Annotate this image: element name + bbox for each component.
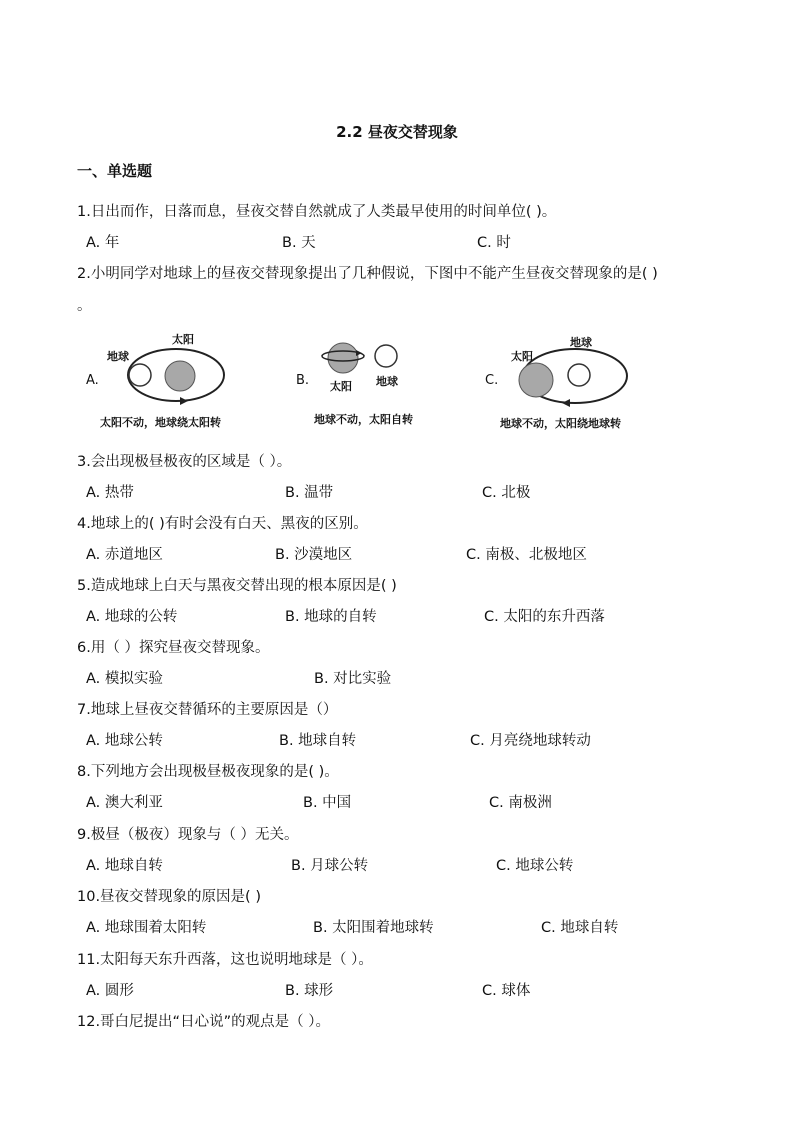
- question-9-option-a[interactable]: A. 地球自转: [86, 858, 163, 874]
- question-8-option-b[interactable]: B. 中国: [303, 795, 352, 811]
- question-6-option-a[interactable]: A. 模拟实验: [86, 671, 163, 687]
- question-7-option-b[interactable]: B. 地球自转: [279, 733, 357, 749]
- question-3-option-b[interactable]: B. 温带: [285, 485, 334, 501]
- question-1-option-a[interactable]: A. 年: [86, 235, 120, 251]
- question-6-option-b[interactable]: B. 对比实验: [314, 671, 392, 687]
- question-8-option-c[interactable]: C. 南极洲: [489, 795, 552, 811]
- question-7-stem: 7.地球上昼夜交替循环的主要原因是（）: [77, 702, 338, 718]
- question-1-stem: 1.日出而作，日落而息，昼夜交替自然就成了人类最早使用的时间单位( )。: [77, 204, 557, 220]
- figure-b-caption: 地球不动，太阳自转: [314, 413, 413, 426]
- question-5-option-b[interactable]: B. 地球的自转: [285, 609, 377, 625]
- question-11-stem: 11.太阳每天东升西落，这也说明地球是（ ）。: [77, 952, 373, 968]
- question-7-option-c[interactable]: C. 月亮绕地球转动: [470, 733, 591, 749]
- question-5-stem: 5.造成地球上白天与黑夜交替出现的根本原因是( ): [77, 578, 397, 594]
- section-heading: 一、单选题: [77, 162, 153, 180]
- question-7-option-a[interactable]: A. 地球公转: [86, 733, 163, 749]
- question-12-stem: 12.哥白尼提出“日心说”的观点是（ ）。: [77, 1014, 330, 1030]
- question-11-option-b[interactable]: B. 球形: [285, 983, 334, 999]
- page-title: 2.2 昼夜交替现象: [336, 123, 458, 141]
- figure-b-earth-label: 地球: [376, 375, 398, 388]
- figure-c-letter[interactable]: C.: [485, 373, 499, 388]
- question-3-stem: 3.会出现极昼极夜的区域是（ ）。: [77, 454, 292, 470]
- figure-a-earth-label: 地球: [107, 350, 129, 363]
- question-6-stem: 6.用（ ）探究昼夜交替现象。: [77, 640, 270, 656]
- question-11-option-a[interactable]: A. 圆形: [86, 983, 134, 999]
- question-4-stem: 4.地球上的( )有时会没有白天、黑夜的区别。: [77, 516, 368, 532]
- question-11-option-c[interactable]: C. 球体: [482, 983, 531, 999]
- question-10-option-b[interactable]: B. 太阳围着地球转: [313, 920, 434, 936]
- figure-b-sun-label: 太阳: [330, 380, 352, 393]
- question-9-option-c[interactable]: C. 地球公转: [496, 858, 574, 874]
- question-8-option-a[interactable]: A. 澳大利亚: [86, 795, 163, 811]
- question-4-option-b[interactable]: B. 沙漠地区: [275, 547, 353, 563]
- question-10-option-a[interactable]: A. 地球围着太阳转: [86, 920, 207, 936]
- question-9-stem: 9.极昼（极夜）现象与（ ）无关。: [77, 827, 299, 843]
- figure-c-caption: 地球不动，太阳绕地球转: [500, 417, 621, 430]
- question-4-option-c[interactable]: C. 南极、北极地区: [466, 547, 587, 563]
- question-4-option-a[interactable]: A. 赤道地区: [86, 547, 163, 563]
- figure-a-diagram: [100, 330, 260, 430]
- question-5-option-c[interactable]: C. 太阳的东升西落: [484, 609, 605, 625]
- question-8-stem: 8.下列地方会出现极昼极夜现象的是( )。: [77, 764, 339, 780]
- figure-b-letter[interactable]: B.: [296, 373, 310, 388]
- question-5-option-a[interactable]: A. 地球的公转: [86, 609, 178, 625]
- figure-a-letter[interactable]: A.: [86, 373, 99, 388]
- question-10-stem: 10.昼夜交替现象的原因是( ): [77, 889, 261, 905]
- figure-c-sun-label: 太阳: [511, 350, 533, 363]
- question-10-option-c[interactable]: C. 地球自转: [541, 920, 619, 936]
- figure-b-diagram: [310, 338, 440, 430]
- question-2-stem: 2.小明同学对地球上的昼夜交替现象提出了几种假说，下图中不能产生昼夜交替现象的是( ): [77, 266, 658, 282]
- figure-a-caption: 太阳不动，地球绕太阳转: [100, 416, 221, 429]
- figure-c-earth-label: 地球: [570, 336, 592, 349]
- question-2-stem-tail: 。: [77, 298, 92, 314]
- question-3-option-c[interactable]: C. 北极: [482, 485, 531, 501]
- question-9-option-b[interactable]: B. 月球公转: [291, 858, 369, 874]
- question-3-option-a[interactable]: A. 热带: [86, 485, 134, 501]
- figure-c-diagram: [500, 330, 645, 435]
- question-1-option-c[interactable]: C. 时: [477, 235, 511, 251]
- figure-a-sun-label: 太阳: [172, 333, 194, 346]
- question-1-option-b[interactable]: B. 天: [282, 235, 316, 251]
